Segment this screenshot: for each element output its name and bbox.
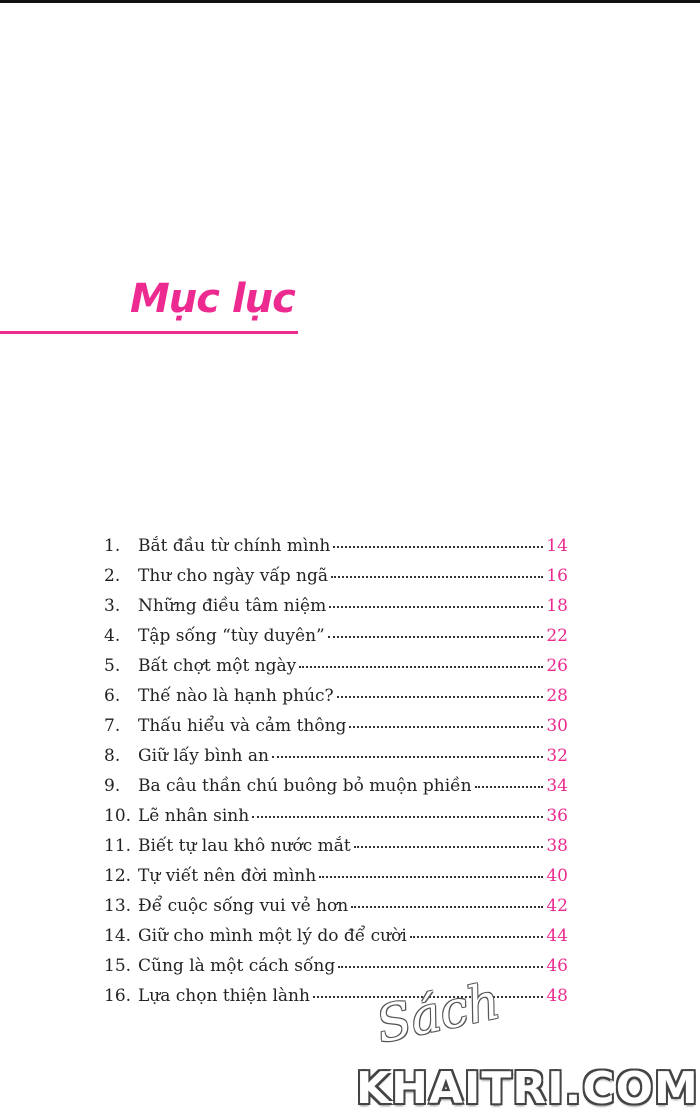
toc-entry[interactable]: [104, 626, 568, 656]
dot-leader: [328, 635, 543, 638]
toc-entry[interactable]: [104, 806, 568, 836]
dot-leader: [337, 695, 543, 698]
toc-number: 13.: [104, 896, 132, 916]
toc-number: 7.: [104, 716, 121, 736]
toc-entry[interactable]: [104, 776, 568, 806]
toc-title: Lẽ nhân sinh: [138, 806, 250, 826]
toc-entry[interactable]: [104, 716, 568, 746]
toc-title: Biết tự lau khô nước mắt: [138, 836, 351, 856]
dot-leader: [329, 605, 543, 608]
toc-title: Những điều tâm niệm: [138, 596, 327, 616]
toc-page: 36: [546, 806, 568, 826]
toc-number: 12.: [104, 866, 132, 886]
toc-page: 48: [546, 986, 568, 1006]
toc-page: 14: [546, 536, 568, 556]
toc-page: 26: [546, 656, 568, 676]
toc-number: 11.: [104, 836, 132, 856]
toc-entry[interactable]: [104, 746, 568, 776]
dot-leader: [354, 845, 543, 848]
toc-page: 40: [546, 866, 568, 886]
dot-leader: [299, 665, 543, 668]
top-border: [0, 0, 700, 3]
toc-number: 16.: [104, 986, 132, 1006]
toc-page: 18: [546, 596, 568, 616]
toc-page: 42: [546, 896, 568, 916]
toc-title: Bắt đầu từ chính mình: [138, 536, 331, 556]
toc-entry[interactable]: [104, 536, 568, 566]
toc-page: 16: [546, 566, 568, 586]
toc-entry[interactable]: [104, 566, 568, 596]
toc-entry[interactable]: [104, 866, 568, 896]
toc-title: Ba câu thần chú buông bỏ muộn phiền: [138, 776, 472, 796]
toc-page: 30: [546, 716, 568, 736]
toc-number: 10.: [104, 806, 132, 826]
toc-page: 44: [546, 926, 568, 946]
table-of-contents: [104, 536, 568, 1016]
toc-page: 38: [546, 836, 568, 856]
toc-number: 6.: [104, 686, 121, 706]
dot-leader: [349, 725, 543, 728]
toc-title: Tập sống “tùy duyên”: [138, 626, 325, 646]
dot-leader: [252, 815, 543, 818]
watermark-text: KHAITRI.COM: [356, 1063, 699, 1114]
dot-leader: [333, 545, 543, 548]
toc-entry[interactable]: [104, 896, 568, 926]
toc-page: 34: [546, 776, 568, 796]
toc-number: 15.: [104, 956, 132, 976]
toc-number: 9.: [104, 776, 121, 796]
toc-number: 8.: [104, 746, 121, 766]
heading-underline: [0, 331, 298, 334]
watermark: [356, 971, 699, 1114]
toc-number: 3.: [104, 596, 121, 616]
dot-leader: [272, 755, 543, 758]
toc-number: 2.: [104, 566, 121, 586]
toc-page: 22: [546, 626, 568, 646]
toc-entry[interactable]: [104, 656, 568, 686]
toc-title: Giữ lấy bình an: [138, 746, 269, 766]
toc-heading: Mục lục: [130, 276, 295, 322]
toc-title: Thư cho ngày vấp ngã: [138, 566, 328, 586]
watermark-script: Sách: [371, 971, 505, 1055]
toc-number: 5.: [104, 656, 121, 676]
toc-entry[interactable]: [104, 836, 568, 866]
toc-entry[interactable]: [104, 956, 568, 986]
toc-number: 14.: [104, 926, 132, 946]
toc-title: Giữ cho mình một lý do để cười: [138, 926, 407, 946]
dot-leader: [351, 905, 543, 908]
toc-page: 46: [546, 956, 568, 976]
toc-title: Cũng là một cách sống: [138, 956, 336, 976]
toc-entry[interactable]: [104, 596, 568, 626]
dot-leader: [475, 785, 543, 788]
toc-entry[interactable]: [104, 926, 568, 956]
toc-entry[interactable]: [104, 686, 568, 716]
dot-leader: [319, 875, 543, 878]
dot-leader: [338, 965, 543, 968]
toc-title: Tự viết nên đời mình: [138, 866, 317, 886]
dot-leader: [331, 575, 543, 578]
toc-title: Thế nào là hạnh phúc?: [138, 686, 334, 706]
dot-leader: [410, 935, 543, 938]
toc-page: 32: [546, 746, 568, 766]
toc-number: 1.: [104, 536, 121, 556]
toc-title: Lựa chọn thiện lành: [138, 986, 310, 1006]
toc-title: Bất chợt một ngày: [138, 656, 297, 676]
toc-title: Thấu hiểu và cảm thông: [138, 716, 347, 736]
toc-title: Để cuộc sống vui vẻ hơn: [138, 896, 349, 916]
toc-number: 4.: [104, 626, 121, 646]
toc-page: 28: [546, 686, 568, 706]
